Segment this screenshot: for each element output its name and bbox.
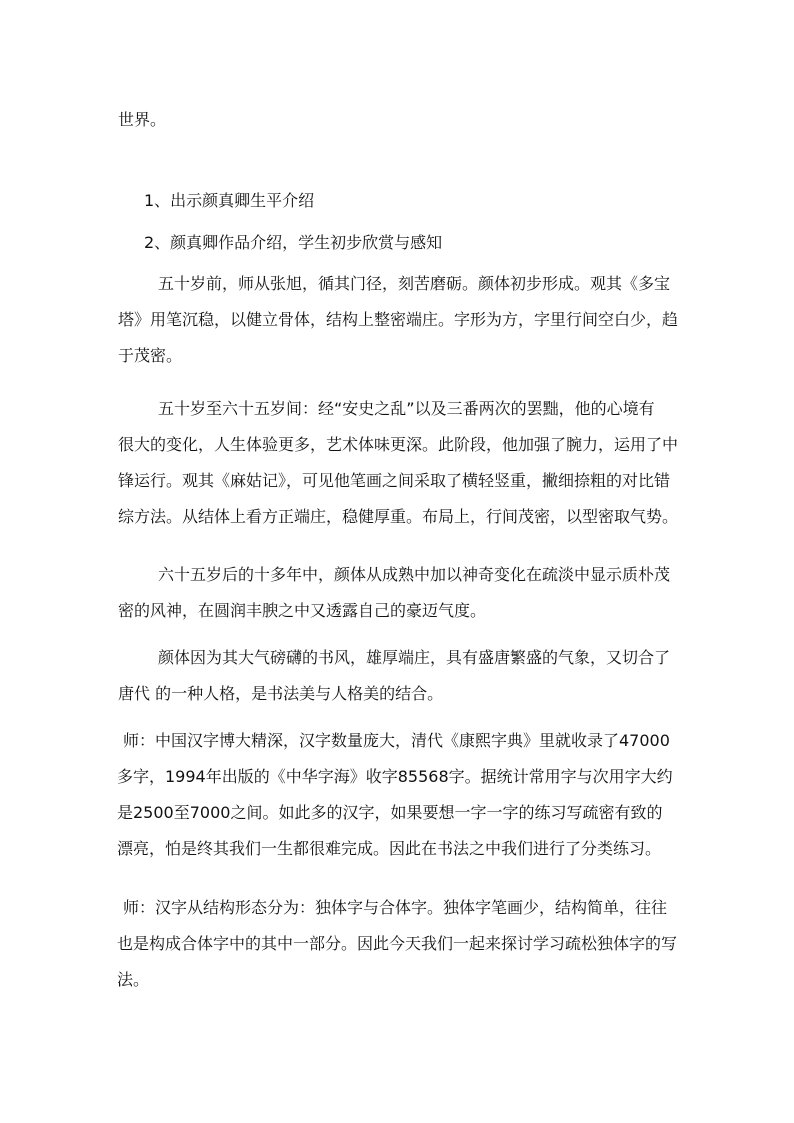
text-line: 2、颜真卿作品介绍，学生初步欣赏与感知: [144, 233, 443, 252]
text-line: 颜体因为其大气磅礴的书风，雄厚端庄，具有盛唐繁盛的气象，又切合了: [158, 648, 671, 667]
paragraph-continuation: [118, 105, 678, 135]
paragraph-teacher-1: [117, 726, 677, 864]
text-line: 塔》用笔沉稳，以健立骨体，结构上整密端庄。字形为方，字里行间空白少，趋: [118, 310, 679, 329]
paragraph-after-sixtyfive: [118, 560, 678, 626]
paragraph-teacher-2: [117, 893, 677, 995]
list-item-1: [144, 186, 704, 216]
text-line: 也是构成合体字中的其中一部分。因此今天我们一起来探讨学习疏松独体字的写: [117, 934, 678, 953]
text-line: 法。: [117, 970, 150, 989]
text-line: 是2500至7000之间。如此多的汉字，如果要想一字一字的练习写疏密有致的: [117, 803, 663, 822]
paragraph-before-fifty: [118, 269, 678, 371]
text-line: 于茂密。: [118, 346, 183, 365]
text-line: 五十岁至六十五岁间：经“安史之乱”以及三番两次的罢黜，他的心境有: [158, 399, 655, 418]
text-line: 唐代 的一种人格，是书法美与人格美的结合。: [118, 684, 444, 703]
paragraph-fifty-to-sixtyfive: [118, 394, 678, 532]
text-line: 综方法。从结体上看方正端庄，稳健厚重。布局上，行间茂密，以型密取气势。: [118, 507, 679, 526]
text-line: 六十五岁后的十多年中，颜体从成熟中加以神奇变化在疏淡中显示质朴茂: [158, 565, 671, 584]
text-line: 多字，1994年出版的《中华字海》收字85568字。据统计常用字与次用字大约: [117, 767, 673, 786]
text-line: 五十岁前，师从张旭，循其门径，刻苦磨砺。颜体初步形成。观其《多宝: [158, 274, 671, 293]
text-line: 师：汉字从结构形态分为：独体字与合体字。独体字笔画少，结构简单，往往: [123, 898, 668, 917]
text-line: 1、出示颜真卿生平介绍: [144, 191, 315, 210]
text-line: 很大的变化，人生体验更多，艺术体味更深。此阶段，他加强了腕力，运用了中: [118, 435, 679, 454]
text-line: 师：中国汉字博大精深，汉字数量庞大，清代《康熙字典》里就收录了47000: [123, 731, 670, 750]
list-item-2: [144, 228, 704, 258]
text-line: 世界。: [118, 110, 167, 129]
text-line: 密的风神，在圆润丰腴之中又透露自己的豪迈气度。: [118, 601, 487, 620]
paragraph-yan-style: [118, 643, 678, 709]
text-line: 漂亮，怕是终其我们一生都很难完成。因此在书法之中我们进行了分类练习。: [117, 839, 662, 858]
text-line: 锋运行。观其《麻姑记》，可见他笔画之间采取了横轻竖重，撇细捺粗的对比错: [118, 471, 671, 490]
